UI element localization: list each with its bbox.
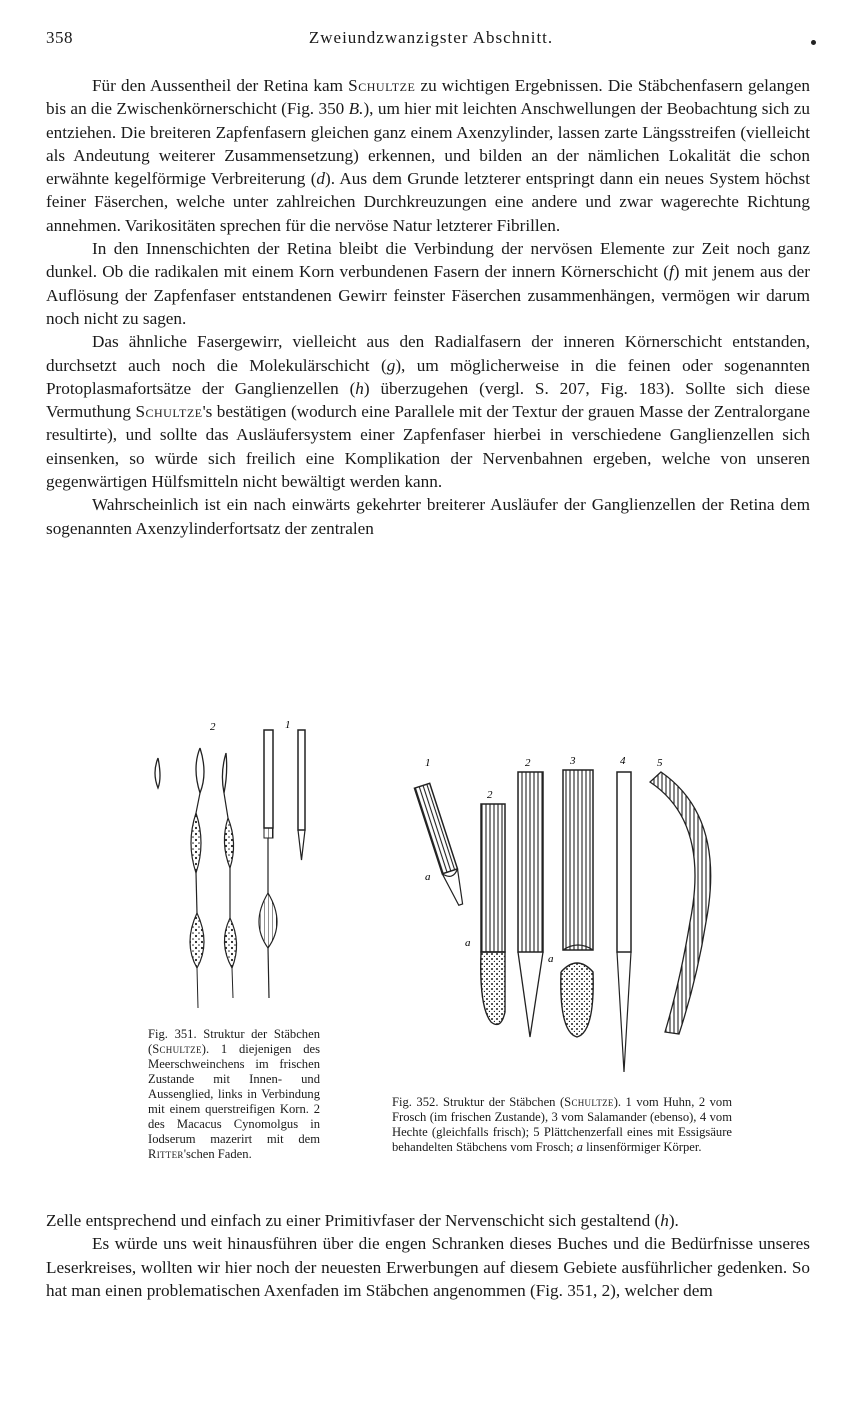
figure-ref: d [316,169,326,189]
figure-352-illustration [405,752,730,1092]
paragraph: Es würde uns weit hinausführen über die engen Schranken dieses Buches und die Bedürfnisse unseres Leserkreises, wollten wir hier noch der neuesten Erwerbungen auf diesem Gebiete ausführlicher gedenken. So hat man einen problematischen Axenfaden im Stäbchen angenommen (Fig. 351, 2), welcher dem [46,1234,810,1300]
figure-label: a [548,953,554,965]
running-title: Zweiundzwanzigster Abschnitt. [308,28,554,47]
figure-352-caption: Fig. 352. Struktur der Stäbchen (Schultze). 1 vom Huhn, 2 vom Frosch (im frischen Zustande), 3 vom Salamander (ebenso), 4 vom Hechte (gleichfalls frisch); 5 Plättchenzerfall eines mit Essigsäure behandelten Stäbchens vom Frosch; a linsenförmiger Körper. [392,1095,732,1154]
body-text-bottom [46,1209,810,1302]
figure-label: a [465,937,471,949]
figure-ref: B. [348,99,364,119]
figure-ref: f [668,262,674,282]
figure-label: 1 [425,757,431,769]
figure-ref: h [660,1211,669,1230]
body-text-top [46,74,810,540]
paragraph: Zelle entsprechend und einfach zu einer Primitivfaser der Nervenschicht sich gestaltend (h). [46,1211,679,1230]
author-name: Schultze [135,402,203,422]
figure-351-caption: Fig. 351. Struktur der Stäbchen (Schultze). 1 diejenigen des Meerschweinchens im frischen Zustande mit Innen- und Aussenglied, links in Verbindung mit einem querstreifigen Korn. 2 des Macacus Cynomolgus in Iodserum mazerirt mit dem Ritter'schen Faden. [148,1027,320,1161]
figure-label: a [425,871,431,883]
paragraph: Wahrscheinlich ist ein nach einwärts gekehrter breiterer Ausläufer der Ganglienzellen der Retina dem sogenannten Axenzylinderfortsatz der zentralen [46,495,810,538]
figure-ref: a [576,1140,583,1154]
paragraph: In den Innenschichten der Retina bleibt die Verbindung der nervösen Elemente zur Zeit noch ganz dunkel. Ob die radikalen mit einem Korn verbundenen Fasern der innern Körnerschicht (f) mit jenem aus der Auflösung der Zapfenfaser entstandenen Gewirr feinster Fäserchen zusammenhängen, vermögen wir darum noch nicht zu sagen. [46,239,810,328]
author-name: Schultze [564,1095,614,1109]
figure-label: 5 [657,757,663,769]
page-header [46,28,816,54]
figure-label: 3 [570,755,576,767]
paragraph: Das ähnliche Fasergewirr, vielleicht aus den Radialfasern der inneren Körnerschicht entstanden, durchsetzt auch noch die Molekulärschicht (g), um möglicherweise in die feinen oder sogenannten Protoplasmafortsätze der Ganglienzellen (h) überzugehen (vergl. S. 207, Fig. 183). Sollte sich diese Vermuthung Schultze's bestätigen (wodurch eine Parallele mit der Textur der grauen Masse der Zentralorgane resultirte), und sollte das Ausläufersystem einer Zapfenfaser hierbei in verschiedene Ganglienzellen sich einsenken, so würde sich freilich eine Komplikation der Nervenbahnen ergeben, welche von unseren gegenwärtigen Hülfsmitteln nicht bewältigt werden kann. [46,332,810,492]
figure-label: 4 [620,755,626,767]
figure-ref: h [355,378,364,398]
ink-speck [811,40,816,45]
figure-label: 1 [285,719,291,731]
figure-ref: g [386,355,396,375]
author-name: Ritter [148,1147,184,1161]
page-number: 358 [46,28,73,47]
figure-351-illustration [140,718,340,1028]
paragraph: Für den Aussentheil der Retina kam Schultze zu wichtigen Ergebnissen. Die Stäbchenfasern gelangen bis an die Zwischenkörnerschicht (Fig. 350 B.), um hier mit leichten Anschwellungen der Beobachtung sich zu entziehen. Die breiteren Zapfenfasern gleichen ganz einem Axenzylinder, lassen zarte Längsstreifen (vielleicht als Andeutung weiterer Zusammensetzung) erkennen, und bilden an der nämlichen Lokalität die schon erwähnte kegelförmige Verbreiterung (d). Aus dem Grunde letzterer entspringt dann ein neues System höchst feiner Fäserchen, welche unter zahlreichen Durchkreuzungen eine andere und zwar wagerechte Richtung annehmen. Varikositäten sprechen für die nervöse Natur letzterer Fibrillen. [46,76,810,235]
author-name: Schultze [152,1042,202,1056]
figure-label: 2 [210,721,216,733]
figure-label: 2 [487,789,493,801]
author-name: Schultze [348,76,416,95]
figure-label: 2 [525,757,531,769]
